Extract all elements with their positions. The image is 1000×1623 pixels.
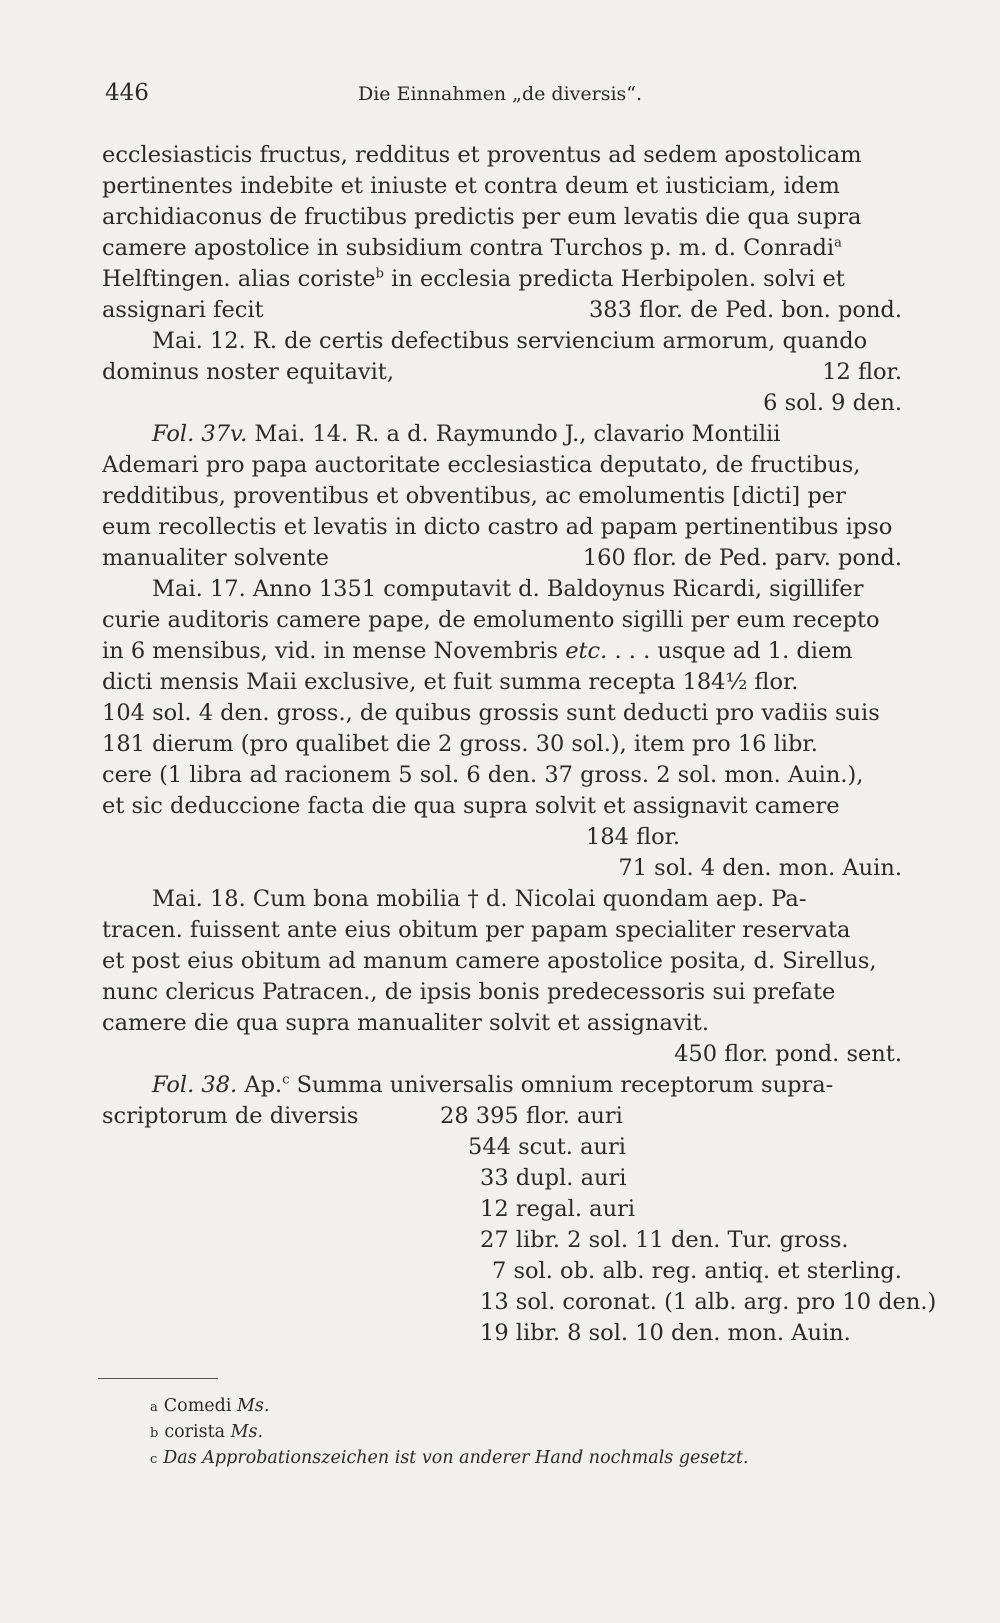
summary-block	[102, 1101, 937, 1349]
text: et post eius obitum ad manum camere apostolice posita, d. Sirellus,	[102, 948, 877, 974]
footnote-divider	[98, 1378, 218, 1379]
summary-amounts	[440, 1101, 937, 1349]
text: 181 dierum (pro qualibet die 2 gross. 30 sol.), item pro 16 libr.	[102, 731, 818, 757]
text-line	[102, 543, 902, 574]
summary-row: 7 sol. ob. alb. reg. antiq. et sterling.	[492, 1258, 902, 1284]
text-line	[102, 946, 902, 977]
text-line	[102, 1039, 902, 1070]
amount: 71 sol. 4 den. mon. Auin.	[618, 855, 902, 881]
text-line	[102, 450, 902, 481]
footnote-ref: c	[282, 1072, 290, 1088]
text: Ap.	[244, 1072, 283, 1098]
footnote-ref: a	[834, 235, 842, 251]
footnote-text: Ms.	[237, 1396, 270, 1416]
amount: 450 flor. pond. sent.	[674, 1041, 902, 1067]
text-line	[102, 760, 902, 791]
text: etc.	[565, 638, 608, 664]
text-line	[102, 481, 902, 512]
text-line	[102, 822, 902, 853]
summary-label: scriptorum de diversis	[102, 1103, 359, 1129]
text: dicti mensis Maii exclusive, et fuit summa recepta 184½ flor.	[102, 669, 799, 695]
text-line	[102, 264, 902, 295]
text: et sic deduccione facta die qua supra solvit et assignavit camere	[102, 793, 840, 819]
text: Ademari pro papa auctoritate ecclesiastica deputato, de fructibus,	[102, 452, 861, 478]
amount: 12 flor.	[822, 359, 902, 385]
text-line	[102, 884, 902, 915]
text-line	[102, 295, 902, 326]
text-line	[102, 140, 902, 171]
footnote-text: Ms.	[230, 1422, 264, 1442]
text: curie auditoris camere pape, de emolumento sigilli per eum recepto	[102, 607, 880, 633]
amount: 383 flor. de Ped. bon. pond.	[588, 297, 902, 323]
page-header	[105, 80, 905, 110]
amount: 184 flor.	[586, 824, 681, 850]
text-line	[102, 512, 902, 543]
text: pertinentes indebite et iniuste et contra deum et iusticiam, idem	[102, 173, 840, 199]
folio-ref: Fol. 38.	[152, 1072, 238, 1098]
summary-row: 33 dupl. auri	[480, 1165, 627, 1191]
page-number: 446	[105, 80, 149, 106]
text: camere die qua supra manualiter solvit et assignavit.	[102, 1010, 709, 1036]
text: tracen. fuissent ante eius obitum per papam specialiter reservata	[102, 917, 851, 943]
footnote	[150, 1445, 900, 1471]
footnote-ref: b	[375, 266, 384, 282]
text: manualiter solvente	[102, 545, 329, 571]
running-title: Die Einnahmen „de diversis“.	[358, 83, 643, 105]
text-line	[102, 915, 902, 946]
text-line	[102, 357, 902, 388]
text-line	[102, 574, 902, 605]
footnote-mark: b	[150, 1426, 159, 1441]
text-line	[102, 202, 902, 233]
text-line	[102, 326, 902, 357]
summary-row: 28 395 flor. auri	[440, 1103, 623, 1129]
text: Mai. 14. R. a d. Raymundo J., clavario Montilii	[254, 421, 781, 447]
text: Summa universalis omnium receptorum supra-	[289, 1072, 834, 1098]
text-line	[102, 667, 902, 698]
footnote-mark: a	[150, 1400, 158, 1415]
text-line	[102, 1070, 902, 1101]
text: dominus noster equitavit,	[102, 359, 394, 385]
text: Mai. 12. R. de certis defectibus serviencium armorum, quando	[152, 328, 868, 354]
text-line	[102, 233, 902, 264]
footnote	[150, 1393, 900, 1419]
text: . . . usque ad 1. diem	[607, 638, 853, 664]
text-line	[102, 419, 902, 450]
text-line	[102, 729, 902, 760]
text: Helftingen. alias coriste	[102, 266, 376, 292]
footnote-text: corista	[164, 1422, 231, 1442]
text-line	[102, 636, 902, 667]
footnote	[150, 1419, 900, 1445]
text: eum recollectis et levatis in dicto castro ad papam pertinentibus ipso	[102, 514, 893, 540]
summary-row: 12 regal. auri	[480, 1196, 636, 1222]
text: in ecclesia predicta Herbipolen. solvi et	[383, 266, 845, 292]
amount: 6 sol. 9 den.	[763, 390, 902, 416]
text: assignari fecit	[102, 297, 264, 323]
text: redditibus, proventibus et obventibus, ac emolumentis [dicti] per	[102, 483, 846, 509]
text: ecclesiasticis fructus, redditus et proventus ad sedem apostolicam	[102, 142, 862, 168]
text: archidiaconus de fructibus predictis per eum levatis die qua supra	[102, 204, 862, 230]
text: cere (1 libra ad racionem 5 sol. 6 den. 37 gross. 2 sol. mon. Auin.),	[102, 762, 864, 788]
text: Mai. 17. Anno 1351 computavit d. Baldoynus Ricardi, sigillifer	[152, 576, 864, 602]
footnote-mark: c	[150, 1452, 158, 1467]
text: 104 sol. 4 den. gross., de quibus grossis sunt deducti pro vadiis suis	[102, 700, 880, 726]
summary-row: 13 sol. coronat. (1 alb. arg. pro 10 den.)	[480, 1289, 937, 1315]
text: in 6 mensibus, vid. in mense Novembris	[102, 638, 566, 664]
amount: 160 flor. de Ped. parv. pond.	[582, 545, 902, 571]
text-line	[102, 605, 902, 636]
footnotes	[150, 1393, 900, 1471]
text-line	[102, 1008, 902, 1039]
main-text	[102, 140, 937, 1349]
text-line	[102, 977, 902, 1008]
text-line	[102, 791, 902, 822]
footnote-text: Das Approbationszeichen ist von anderer Hand nochmals gesetzt.	[163, 1448, 749, 1468]
summary-row: 544 scut. auri	[468, 1134, 626, 1160]
text-line	[102, 171, 902, 202]
text-line	[102, 698, 902, 729]
text: nunc clericus Patracen., de ipsis bonis predecessoris sui prefate	[102, 979, 836, 1005]
text-line	[102, 388, 902, 419]
text: Mai. 18. Cum bona mobilia † d. Nicolai quondam aep. Pa-	[152, 886, 807, 912]
text: camere apostolice in subsidium contra Turchos p. m. d. Conradi	[102, 235, 835, 261]
summary-row: 27 libr. 2 sol. 11 den. Tur. gross.	[480, 1227, 849, 1253]
summary-row: 19 libr. 8 sol. 10 den. mon. Auin.	[480, 1320, 851, 1346]
folio-ref: Fol. 37v.	[152, 421, 248, 447]
footnote-text: Comedi	[163, 1396, 238, 1416]
text-line	[102, 853, 902, 884]
